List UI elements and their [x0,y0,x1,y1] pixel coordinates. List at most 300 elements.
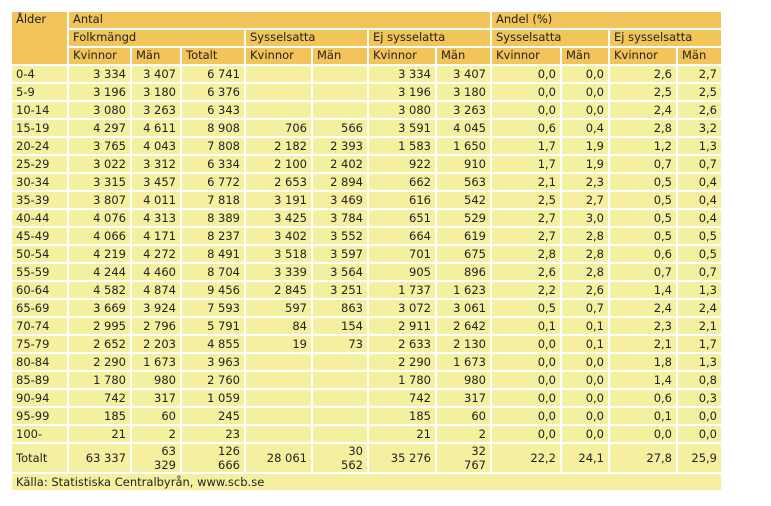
value-cell: 1,9 [562,138,608,154]
value-cell: 2 652 [69,336,130,352]
value-cell: 0,1 [562,336,608,352]
total-value-part: 27,8 [646,451,672,465]
value-cell: 2,3 [610,318,676,334]
value-cell: 2 760 [182,372,244,388]
value-cell: 84 [246,318,311,334]
source-note: Källa: Statistiska Centralbyrån, www.scb.se [12,474,721,490]
value-cell: 742 [69,390,130,406]
value-cell: 4 244 [69,264,130,280]
value-cell: 60 [132,408,180,424]
value-cell: 0,3 [678,390,721,406]
value-cell: 4 460 [132,264,180,280]
value-cell: 3 080 [69,102,130,118]
header-man: Män [132,48,180,64]
value-cell: 1,7 [492,156,560,172]
value-cell: 1,4 [610,372,676,388]
value-cell: 3 251 [313,282,367,298]
value-cell: 3 669 [69,300,130,316]
value-cell: 3 807 [69,192,130,208]
value-cell: 980 [437,372,490,388]
value-cell: 3 334 [69,66,130,82]
total-value-part: 35 276 [390,451,431,465]
age-group-cell: 35-39 [12,192,67,208]
header-andel-ej-sysselsatta: Ej sysselsatta [610,30,721,46]
value-cell: 2 [437,426,490,442]
value-cell: 3 784 [313,210,367,226]
value-cell: 0,0 [562,372,608,388]
value-cell: 2,4 [610,102,676,118]
value-cell: 2,1 [610,336,676,352]
value-cell: 3 765 [69,138,130,154]
value-cell: 8 237 [182,228,244,244]
value-cell: 2,8 [492,246,560,262]
value-cell: 3 469 [313,192,367,208]
value-cell: 2 911 [369,318,435,334]
age-group-cell: 70-74 [12,318,67,334]
value-cell [246,372,311,388]
header-kvinnor: Kvinnor [610,48,676,64]
total-value-part: 24,1 [578,451,604,465]
age-group-cell: 10-14 [12,102,67,118]
value-cell: 9 456 [182,282,244,298]
value-cell: 2 100 [246,156,311,172]
value-cell: 1,3 [678,354,721,370]
value-cell: 1,7 [678,336,721,352]
value-cell: 2 796 [132,318,180,334]
value-cell: 0,0 [562,408,608,424]
value-cell: 0,0 [562,84,608,100]
value-cell: 0,7 [610,156,676,172]
value-cell: 597 [246,300,311,316]
value-cell: 662 [369,174,435,190]
value-cell: 0,5 [610,174,676,190]
table-row [12,300,721,316]
value-cell: 0,6 [610,390,676,406]
age-group-cell: 20-24 [12,138,67,154]
value-cell: 0,0 [562,390,608,406]
value-cell: 2,8 [562,264,608,280]
header-kvinnor: Kvinnor [492,48,560,64]
value-cell: 0,0 [492,426,560,442]
value-cell: 3 022 [69,156,130,172]
value-cell: 4 297 [69,120,130,136]
value-cell: 1 780 [69,372,130,388]
value-cell: 2,5 [678,84,721,100]
total-value-part: 22,2 [530,451,556,465]
value-cell: 2,6 [492,264,560,280]
value-cell: 1,4 [610,282,676,298]
value-cell [246,354,311,370]
header-kvinnor: Kvinnor [69,48,130,64]
value-cell: 529 [437,210,490,226]
value-cell: 0,0 [562,426,608,442]
value-cell: 317 [437,390,490,406]
age-group-cell: 75-79 [12,336,67,352]
value-cell: 2,2 [492,282,560,298]
value-cell: 0,5 [678,246,721,262]
age-group-cell: 50-54 [12,246,67,262]
value-cell [313,372,367,388]
table-row [12,246,721,262]
header-kvinnor: Kvinnor [246,48,311,64]
value-cell: 2,8 [562,246,608,262]
value-cell: 7 808 [182,138,244,154]
value-cell: 4 045 [437,120,490,136]
value-cell: 0,0 [562,66,608,82]
age-group-cell: 80-84 [12,354,67,370]
value-cell: 0,0 [492,84,560,100]
age-group-cell: 90-94 [12,390,67,406]
value-cell [313,84,367,100]
value-cell: 2,1 [678,318,721,334]
value-cell [246,426,311,442]
total-value-cell [182,444,244,472]
value-cell: 3 597 [313,246,367,262]
table-row [12,336,721,352]
value-cell: 3 191 [246,192,311,208]
value-cell: 563 [437,174,490,190]
value-cell: 21 [369,426,435,442]
total-value-cell [246,444,311,472]
value-cell: 3 924 [132,300,180,316]
value-cell: 0,1 [492,318,560,334]
value-cell: 3 312 [132,156,180,172]
value-cell: 60 [437,408,490,424]
value-cell: 4 611 [132,120,180,136]
total-value-part: 767 [464,458,486,472]
value-cell: 4 313 [132,210,180,226]
value-cell: 0,0 [492,354,560,370]
value-cell [313,390,367,406]
header-man: Män [678,48,721,64]
value-cell: 7 818 [182,192,244,208]
total-value-part: 25,9 [691,451,717,465]
value-cell: 2,3 [562,174,608,190]
value-cell: 3 457 [132,174,180,190]
value-cell: 980 [132,372,180,388]
value-cell: 0,0 [492,390,560,406]
value-cell: 1 673 [132,354,180,370]
value-cell: 3 425 [246,210,311,226]
value-cell: 2 995 [69,318,130,334]
value-cell: 3 180 [132,84,180,100]
table-row [12,228,721,244]
value-cell: 8 704 [182,264,244,280]
value-cell: 6 772 [182,174,244,190]
value-cell [313,102,367,118]
value-cell: 154 [313,318,367,334]
value-cell [313,354,367,370]
value-cell: 3 263 [132,102,180,118]
value-cell: 0,0 [492,66,560,82]
header-andel-sysselsatta: Sysselsatta [492,30,608,46]
value-cell: 619 [437,228,490,244]
total-value-cell [313,444,367,472]
age-group-cell: 0-4 [12,66,67,82]
value-cell: 1 780 [369,372,435,388]
value-cell: 675 [437,246,490,262]
value-cell: 4 855 [182,336,244,352]
value-cell: 566 [313,120,367,136]
value-cell: 0,0 [610,426,676,442]
value-cell: 2 182 [246,138,311,154]
value-cell: 3 061 [437,300,490,316]
total-value-cell [678,444,721,472]
value-cell: 1 623 [437,282,490,298]
value-cell: 1 737 [369,282,435,298]
value-cell: 3 315 [69,174,130,190]
value-cell: 2 845 [246,282,311,298]
total-value-cell [437,444,490,472]
value-cell: 0,4 [678,174,721,190]
value-cell: 2 894 [313,174,367,190]
value-cell: 3 518 [246,246,311,262]
value-cell: 2,7 [562,192,608,208]
value-cell: 8 908 [182,120,244,136]
value-cell: 245 [182,408,244,424]
value-cell: 1,7 [492,138,560,154]
value-cell: 1 673 [437,354,490,370]
age-group-cell: 40-44 [12,210,67,226]
value-cell: 2,6 [562,282,608,298]
value-cell: 0,6 [610,246,676,262]
value-cell: 6 741 [182,66,244,82]
value-cell: 0,4 [678,192,721,208]
value-cell: 0,6 [492,120,560,136]
value-cell: 0,0 [678,426,721,442]
value-cell: 2 633 [369,336,435,352]
value-cell: 701 [369,246,435,262]
value-cell: 3 196 [369,84,435,100]
value-cell: 0,7 [610,264,676,280]
value-cell: 4 171 [132,228,180,244]
value-cell: 3 080 [369,102,435,118]
total-value-cell [369,444,435,472]
value-cell: 0,7 [562,300,608,316]
value-cell: 2,4 [678,300,721,316]
value-cell: 3 591 [369,120,435,136]
header-folkmangd: Folkmängd [69,30,244,46]
table-row [12,210,721,226]
total-value-part: 28 061 [266,451,307,465]
value-cell: 896 [437,264,490,280]
value-cell: 2 [132,426,180,442]
value-cell: 0,5 [610,228,676,244]
value-cell: 3 407 [437,66,490,82]
age-group-cell: 30-34 [12,174,67,190]
table-row [12,264,721,280]
table-body [12,66,721,442]
value-cell: 2 290 [369,354,435,370]
value-cell: 19 [246,336,311,352]
value-cell: 0,0 [492,372,560,388]
total-value-cell [562,444,608,472]
value-cell: 0,0 [678,408,721,424]
value-cell: 863 [313,300,367,316]
value-cell: 23 [182,426,244,442]
value-cell: 0,7 [678,264,721,280]
value-cell: 0,4 [562,120,608,136]
value-cell: 4 272 [132,246,180,262]
value-cell: 3 072 [369,300,435,316]
age-group-cell: 55-59 [12,264,67,280]
value-cell: 0,5 [492,300,560,316]
value-cell: 2 203 [132,336,180,352]
table-row [12,426,721,442]
value-cell: 742 [369,390,435,406]
value-cell [313,408,367,424]
age-group-cell: 45-49 [12,228,67,244]
header-man: Män [313,48,367,64]
value-cell: 3 552 [313,228,367,244]
table-row [12,282,721,298]
total-row [12,444,721,472]
value-cell: 0,0 [562,102,608,118]
table-row [12,138,721,154]
value-cell: 3 407 [132,66,180,82]
value-cell: 3 402 [246,228,311,244]
header-man: Män [562,48,608,64]
population-employment-table [10,10,723,492]
table-row [12,66,721,82]
value-cell: 4 043 [132,138,180,154]
value-cell: 185 [69,408,130,424]
total-value-cell [132,444,180,472]
value-cell: 2,8 [610,120,676,136]
value-cell: 5 791 [182,318,244,334]
value-cell: 1,9 [562,156,608,172]
value-cell: 542 [437,192,490,208]
value-cell: 6 343 [182,102,244,118]
total-value-part: 63 [161,444,176,458]
value-cell: 3,0 [562,210,608,226]
value-cell: 0,1 [562,318,608,334]
value-cell: 1,2 [610,138,676,154]
header-totalt: Totalt [182,48,244,64]
value-cell: 2 653 [246,174,311,190]
total-value-part: 63 337 [85,451,126,465]
value-cell: 3 339 [246,264,311,280]
table-row [12,372,721,388]
value-cell: 6 376 [182,84,244,100]
value-cell: 0,4 [678,210,721,226]
value-cell: 0,8 [678,372,721,388]
value-cell [246,84,311,100]
value-cell: 2,7 [492,228,560,244]
value-cell: 0,0 [492,336,560,352]
value-cell: 3 263 [437,102,490,118]
value-cell: 706 [246,120,311,136]
value-cell: 3 180 [437,84,490,100]
value-cell: 0,5 [678,228,721,244]
value-cell: 4 076 [69,210,130,226]
table-row [12,156,721,172]
value-cell: 6 334 [182,156,244,172]
header-sysselsatta: Sysselsatta [246,30,367,46]
age-group-cell: 100- [12,426,67,442]
age-group-cell: 15-19 [12,120,67,136]
value-cell: 1 059 [182,390,244,406]
value-cell: 0,5 [610,192,676,208]
table-row [12,192,721,208]
value-cell: 1 583 [369,138,435,154]
value-cell: 664 [369,228,435,244]
value-cell: 185 [369,408,435,424]
value-cell: 2,7 [678,66,721,82]
total-value-part: 32 [471,444,486,458]
table-row [12,84,721,100]
table-row [12,102,721,118]
value-cell: 910 [437,156,490,172]
value-cell: 4 874 [132,282,180,298]
value-cell: 0,1 [610,408,676,424]
value-cell: 2,4 [610,300,676,316]
value-cell [313,426,367,442]
value-cell: 905 [369,264,435,280]
total-value-part: 666 [218,458,240,472]
value-cell: 1 650 [437,138,490,154]
value-cell: 317 [132,390,180,406]
value-cell: 2,7 [492,210,560,226]
value-cell: 3 963 [182,354,244,370]
value-cell: 2,8 [562,228,608,244]
total-value-part: 126 [218,444,240,458]
value-cell: 2,5 [610,84,676,100]
value-cell: 2 393 [313,138,367,154]
value-cell: 2,6 [678,102,721,118]
value-cell [246,390,311,406]
value-cell [246,102,311,118]
value-cell: 2,6 [610,66,676,82]
total-value-cell [610,444,676,472]
value-cell: 0,0 [492,102,560,118]
table-row [12,318,721,334]
value-cell: 4 219 [69,246,130,262]
value-cell: 4 582 [69,282,130,298]
value-cell: 4 066 [69,228,130,244]
value-cell: 0,0 [562,354,608,370]
value-cell: 616 [369,192,435,208]
age-group-cell: 25-29 [12,156,67,172]
total-label: Totalt [12,444,67,472]
header-antal: Antal [69,12,490,28]
value-cell: 4 011 [132,192,180,208]
total-value-cell [492,444,560,472]
value-cell: 0,5 [610,210,676,226]
value-cell: 3,2 [678,120,721,136]
table-row [12,354,721,370]
total-value-cell [69,444,130,472]
value-cell: 2 290 [69,354,130,370]
table-row [12,408,721,424]
header-man: Män [437,48,490,64]
value-cell: 2 642 [437,318,490,334]
value-cell: 0,7 [678,156,721,172]
value-cell: 1,8 [610,354,676,370]
value-cell [313,66,367,82]
age-group-cell: 60-64 [12,282,67,298]
value-cell: 2,1 [492,174,560,190]
total-value-part: 30 [348,444,363,458]
value-cell: 8 389 [182,210,244,226]
header-kvinnor: Kvinnor [369,48,435,64]
value-cell: 8 491 [182,246,244,262]
table-row [12,120,721,136]
value-cell: 2 402 [313,156,367,172]
age-group-cell: 5-9 [12,84,67,100]
value-cell: 2 130 [437,336,490,352]
value-cell [246,66,311,82]
